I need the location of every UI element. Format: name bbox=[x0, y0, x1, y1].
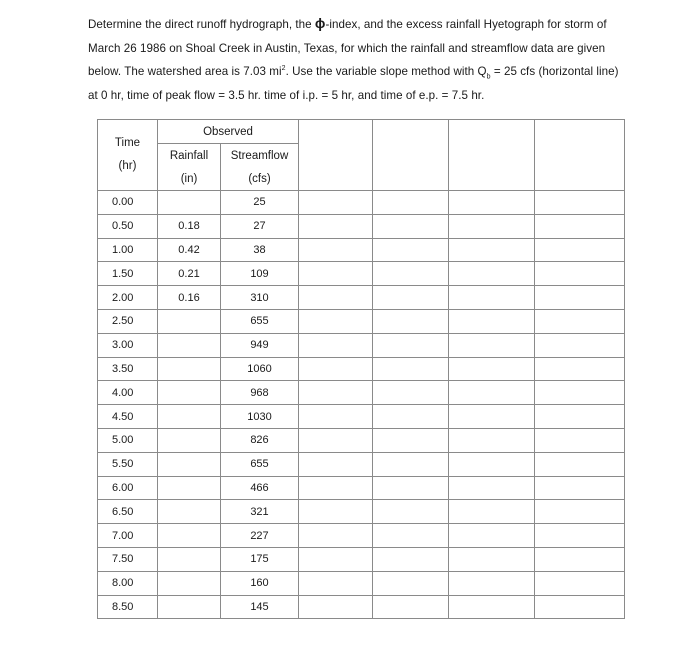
empty-cell bbox=[373, 405, 449, 429]
table-row bbox=[98, 452, 625, 476]
streamflow-cell: 466 bbox=[221, 476, 299, 500]
empty-cell bbox=[449, 238, 535, 262]
empty-cell bbox=[373, 524, 449, 548]
rainfall-header: Rainfall bbox=[158, 144, 221, 168]
rainfall-cell bbox=[158, 452, 221, 476]
empty-cell bbox=[299, 571, 373, 595]
empty-cell bbox=[449, 333, 535, 357]
time-cell: 4.00 bbox=[98, 381, 158, 405]
time-unit: (hr) bbox=[118, 160, 137, 172]
empty-cell bbox=[535, 309, 625, 333]
empty-header-cell bbox=[449, 120, 535, 191]
empty-cell bbox=[373, 357, 449, 381]
time-cell: 4.50 bbox=[98, 405, 158, 429]
table-row bbox=[98, 309, 625, 333]
empty-cell bbox=[299, 381, 373, 405]
empty-cell bbox=[535, 191, 625, 215]
empty-cell bbox=[373, 428, 449, 452]
rainfall-cell: 0.18 bbox=[158, 214, 221, 238]
rainfall-cell bbox=[158, 571, 221, 595]
empty-cell bbox=[299, 309, 373, 333]
empty-cell bbox=[299, 214, 373, 238]
table-row bbox=[98, 500, 625, 524]
table-row bbox=[98, 286, 625, 310]
empty-cell bbox=[373, 214, 449, 238]
rainfall-cell bbox=[158, 476, 221, 500]
streamflow-cell: 826 bbox=[221, 428, 299, 452]
empty-cell bbox=[449, 357, 535, 381]
empty-cell bbox=[299, 476, 373, 500]
empty-cell bbox=[449, 405, 535, 429]
time-cell: 8.00 bbox=[98, 571, 158, 595]
empty-cell bbox=[299, 500, 373, 524]
empty-cell bbox=[449, 214, 535, 238]
streamflow-cell: 655 bbox=[221, 452, 299, 476]
streamflow-cell: 27 bbox=[221, 214, 299, 238]
time-label: Time bbox=[114, 137, 141, 149]
empty-cell bbox=[535, 571, 625, 595]
time-cell: 0.00 bbox=[98, 191, 158, 215]
empty-cell bbox=[449, 571, 535, 595]
empty-cell bbox=[299, 524, 373, 548]
table-row bbox=[98, 214, 625, 238]
time-cell: 7.00 bbox=[98, 524, 158, 548]
empty-cell bbox=[299, 191, 373, 215]
empty-cell bbox=[535, 405, 625, 429]
empty-cell bbox=[449, 191, 535, 215]
empty-cell bbox=[535, 381, 625, 405]
streamflow-cell: 321 bbox=[221, 500, 299, 524]
empty-cell bbox=[535, 214, 625, 238]
streamflow-cell: 38 bbox=[221, 238, 299, 262]
time-cell: 8.50 bbox=[98, 595, 158, 619]
phi-symbol: ϕ bbox=[314, 15, 326, 31]
table-row bbox=[98, 238, 625, 262]
streamflow-cell: 145 bbox=[221, 595, 299, 619]
table-row bbox=[98, 262, 625, 286]
table-row bbox=[98, 476, 625, 500]
empty-cell bbox=[449, 309, 535, 333]
streamflow-cell: 227 bbox=[221, 524, 299, 548]
time-cell: 5.50 bbox=[98, 452, 158, 476]
empty-cell bbox=[373, 381, 449, 405]
rainfall-cell bbox=[158, 191, 221, 215]
empty-header-cell bbox=[299, 120, 373, 191]
empty-cell bbox=[449, 547, 535, 571]
subscript: b bbox=[486, 73, 491, 81]
empty-cell bbox=[535, 262, 625, 286]
rainfall-cell bbox=[158, 309, 221, 333]
table-row bbox=[98, 547, 625, 571]
problem-line-1 bbox=[88, 12, 648, 37]
time-cell: 0.50 bbox=[98, 214, 158, 238]
empty-cell bbox=[373, 571, 449, 595]
empty-cell bbox=[299, 286, 373, 310]
table-row bbox=[98, 595, 625, 619]
streamflow-cell: 25 bbox=[221, 191, 299, 215]
empty-cell bbox=[373, 191, 449, 215]
streamflow-cell: 310 bbox=[221, 286, 299, 310]
problem-text: Determine the direct runoff hydrograph, the bbox=[88, 18, 315, 31]
rainfall-cell bbox=[158, 333, 221, 357]
table-row bbox=[98, 191, 625, 215]
empty-cell bbox=[535, 357, 625, 381]
empty-cell bbox=[449, 476, 535, 500]
empty-cell bbox=[535, 428, 625, 452]
empty-cell bbox=[299, 333, 373, 357]
time-cell: 3.00 bbox=[98, 333, 158, 357]
empty-cell bbox=[449, 428, 535, 452]
time-cell: 1.50 bbox=[98, 262, 158, 286]
problem-line-2: March 26 1986 on Shoal Creek in Austin, Texas, for which the rainfall and streamflow data are given bbox=[88, 41, 606, 55]
problem-text: = 25 cfs (horizontal line) bbox=[490, 65, 619, 78]
table-row bbox=[98, 333, 625, 357]
empty-cell bbox=[449, 452, 535, 476]
streamflow-cell: 655 bbox=[221, 309, 299, 333]
rainfall-cell bbox=[158, 381, 221, 405]
streamflow-unit: (cfs) bbox=[221, 167, 299, 191]
time-cell: 2.00 bbox=[98, 286, 158, 310]
empty-cell bbox=[535, 500, 625, 524]
rainfall-cell: 0.42 bbox=[158, 238, 221, 262]
empty-cell bbox=[299, 405, 373, 429]
empty-cell bbox=[299, 262, 373, 286]
empty-header-cell bbox=[373, 120, 449, 191]
problem-text: below. The watershed area is 7.03 mi bbox=[88, 65, 282, 78]
empty-cell bbox=[299, 452, 373, 476]
rainfall-cell bbox=[158, 547, 221, 571]
streamflow-header: Streamflow bbox=[221, 144, 299, 168]
time-cell: 6.00 bbox=[98, 476, 158, 500]
empty-cell bbox=[535, 238, 625, 262]
empty-cell bbox=[535, 333, 625, 357]
empty-cell bbox=[449, 524, 535, 548]
empty-cell bbox=[373, 547, 449, 571]
problem-line-4: at 0 hr, time of peak flow = 3.5 hr. time of i.p. = 5 hr, and time of e.p. = 7.5 hr. bbox=[88, 88, 485, 102]
hydrograph-table bbox=[97, 119, 625, 619]
streamflow-cell: 1060 bbox=[221, 357, 299, 381]
table-row bbox=[98, 381, 625, 405]
empty-cell bbox=[449, 262, 535, 286]
rainfall-unit: (in) bbox=[158, 167, 221, 191]
empty-cell bbox=[535, 452, 625, 476]
rainfall-cell bbox=[158, 428, 221, 452]
empty-cell bbox=[373, 333, 449, 357]
empty-cell bbox=[535, 286, 625, 310]
rainfall-cell bbox=[158, 405, 221, 429]
table-row bbox=[98, 571, 625, 595]
observed-header: Observed bbox=[158, 120, 299, 144]
empty-cell bbox=[449, 500, 535, 524]
empty-cell bbox=[373, 262, 449, 286]
empty-cell bbox=[299, 595, 373, 619]
rainfall-cell: 0.16 bbox=[158, 286, 221, 310]
rainfall-cell bbox=[158, 500, 221, 524]
empty-cell bbox=[373, 286, 449, 310]
empty-cell bbox=[535, 476, 625, 500]
table-row bbox=[98, 405, 625, 429]
empty-cell bbox=[373, 452, 449, 476]
time-cell: 3.50 bbox=[98, 357, 158, 381]
time-cell: 5.00 bbox=[98, 428, 158, 452]
time-cell: 7.50 bbox=[98, 547, 158, 571]
empty-cell bbox=[299, 428, 373, 452]
streamflow-cell: 109 bbox=[221, 262, 299, 286]
problem-text: . Use the variable slope method with Q bbox=[285, 65, 487, 78]
table-row bbox=[98, 357, 625, 381]
problem-statement bbox=[88, 12, 648, 107]
empty-cell bbox=[373, 238, 449, 262]
streamflow-cell: 968 bbox=[221, 381, 299, 405]
rainfall-cell bbox=[158, 595, 221, 619]
empty-cell bbox=[373, 500, 449, 524]
empty-cell bbox=[535, 547, 625, 571]
time-header bbox=[98, 120, 158, 191]
problem-text: -index, and the excess rainfall Hyetograph for storm of bbox=[325, 18, 607, 31]
table-row bbox=[98, 524, 625, 548]
empty-cell bbox=[449, 286, 535, 310]
time-cell: 6.50 bbox=[98, 500, 158, 524]
empty-cell bbox=[299, 238, 373, 262]
time-cell: 1.00 bbox=[98, 238, 158, 262]
superscript: 2 bbox=[281, 65, 286, 73]
empty-cell bbox=[449, 381, 535, 405]
rainfall-cell bbox=[158, 524, 221, 548]
table-row bbox=[98, 428, 625, 452]
empty-cell bbox=[373, 309, 449, 333]
empty-cell bbox=[299, 547, 373, 571]
streamflow-cell: 949 bbox=[221, 333, 299, 357]
header-row-1 bbox=[98, 120, 625, 144]
rainfall-cell bbox=[158, 357, 221, 381]
empty-cell bbox=[449, 595, 535, 619]
empty-cell bbox=[535, 595, 625, 619]
problem-line-3 bbox=[88, 60, 648, 84]
empty-cell bbox=[373, 595, 449, 619]
empty-cell bbox=[299, 357, 373, 381]
streamflow-cell: 160 bbox=[221, 571, 299, 595]
empty-cell bbox=[373, 476, 449, 500]
empty-cell bbox=[535, 524, 625, 548]
time-cell: 2.50 bbox=[98, 309, 158, 333]
empty-header-cell bbox=[535, 120, 625, 191]
streamflow-cell: 175 bbox=[221, 547, 299, 571]
streamflow-cell: 1030 bbox=[221, 405, 299, 429]
rainfall-cell: 0.21 bbox=[158, 262, 221, 286]
